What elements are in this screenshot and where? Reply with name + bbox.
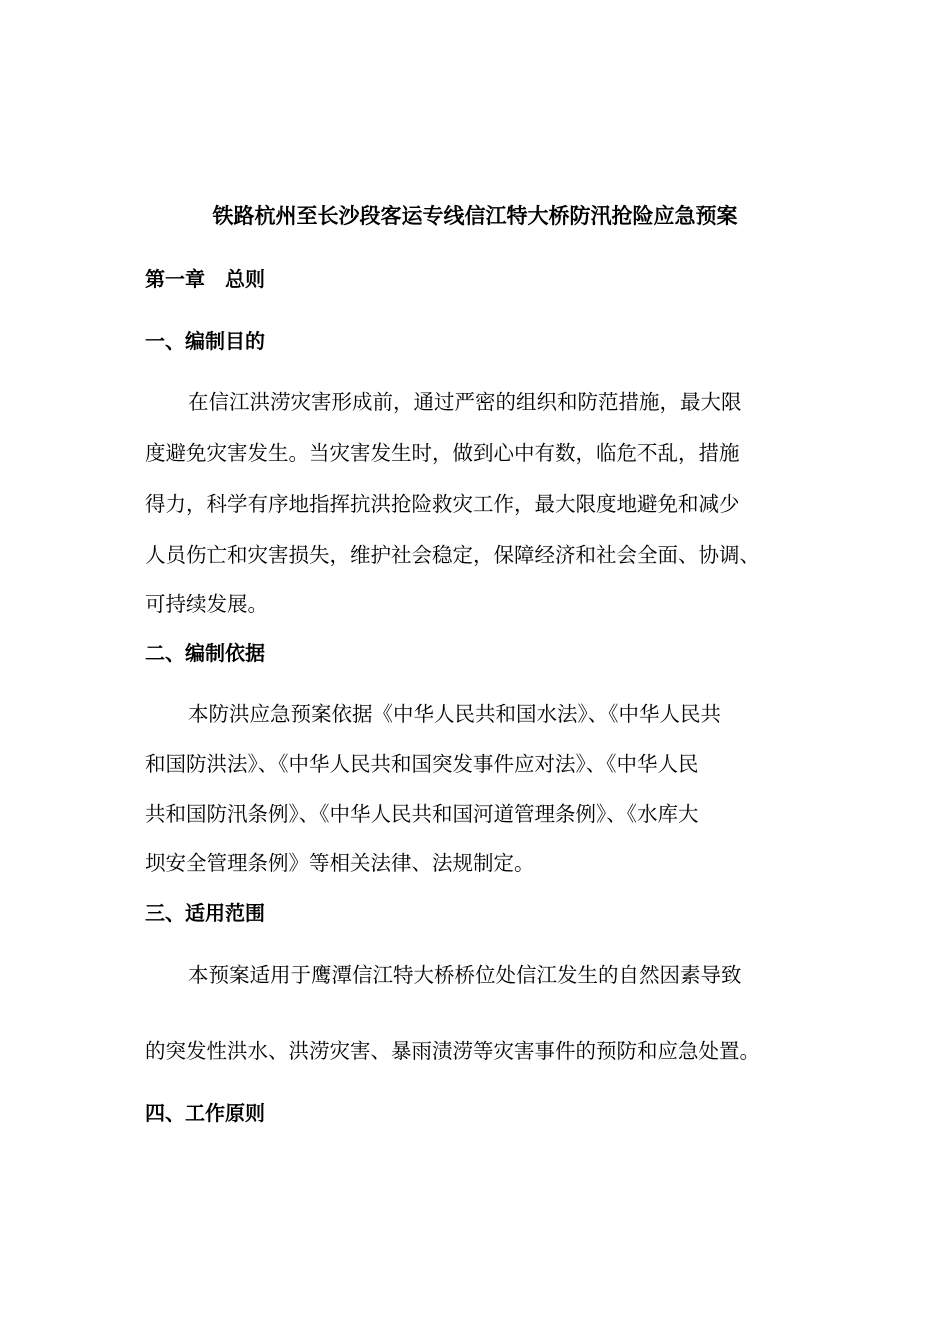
section-heading-basis: 二、编制依据 [145, 641, 265, 665]
paragraph-line: 得力，科学有序地指挥抗洪抢险救灾工作，最大限度地避免和减少 [145, 492, 740, 516]
paragraph-line: 人员伤亡和灾害损失，维护社会稳定，保障经济和社会全面、协调、 [145, 543, 760, 567]
paragraph-line: 度避免灾害发生。当灾害发生时，做到心中有数，临危不乱，措施 [145, 441, 740, 465]
section-heading-principles: 四、工作原则 [145, 1101, 265, 1125]
paragraph-line: 可持续发展。 [145, 592, 268, 616]
paragraph-line: 共和国防汛条例》、《中华人民共和国河道管理条例》、《水库大 [145, 802, 699, 826]
paragraph-line: 的突发性洪水、洪涝灾害、暴雨渍涝等灾害事件的预防和应急处置。 [145, 1039, 760, 1063]
section-heading-scope: 三、适用范围 [145, 901, 265, 925]
paragraph-line: 坝安全管理条例》等相关法律、法规制定。 [145, 851, 535, 875]
paragraph-line: 在信江洪涝灾害形成前，通过严密的组织和防范措施，最大限 [188, 390, 742, 414]
paragraph-line: 和国防洪法》、《中华人民共和国突发事件应对法》、《中华人民 [145, 752, 699, 776]
paragraph-line: 本预案适用于鹰潭信江特大桥桥位处信江发生的自然因素导致 [188, 963, 742, 987]
chapter-heading: 第一章 总则 [145, 267, 265, 291]
section-heading-purpose: 一、编制目的 [145, 329, 265, 353]
document-title: 铁路杭州至长沙段客运专线信江特大桥防汛抢险应急预案 [212, 204, 738, 228]
paragraph-line: 本防洪应急预案依据《中华人民共和国水法》、《中华人民共 [188, 702, 721, 726]
